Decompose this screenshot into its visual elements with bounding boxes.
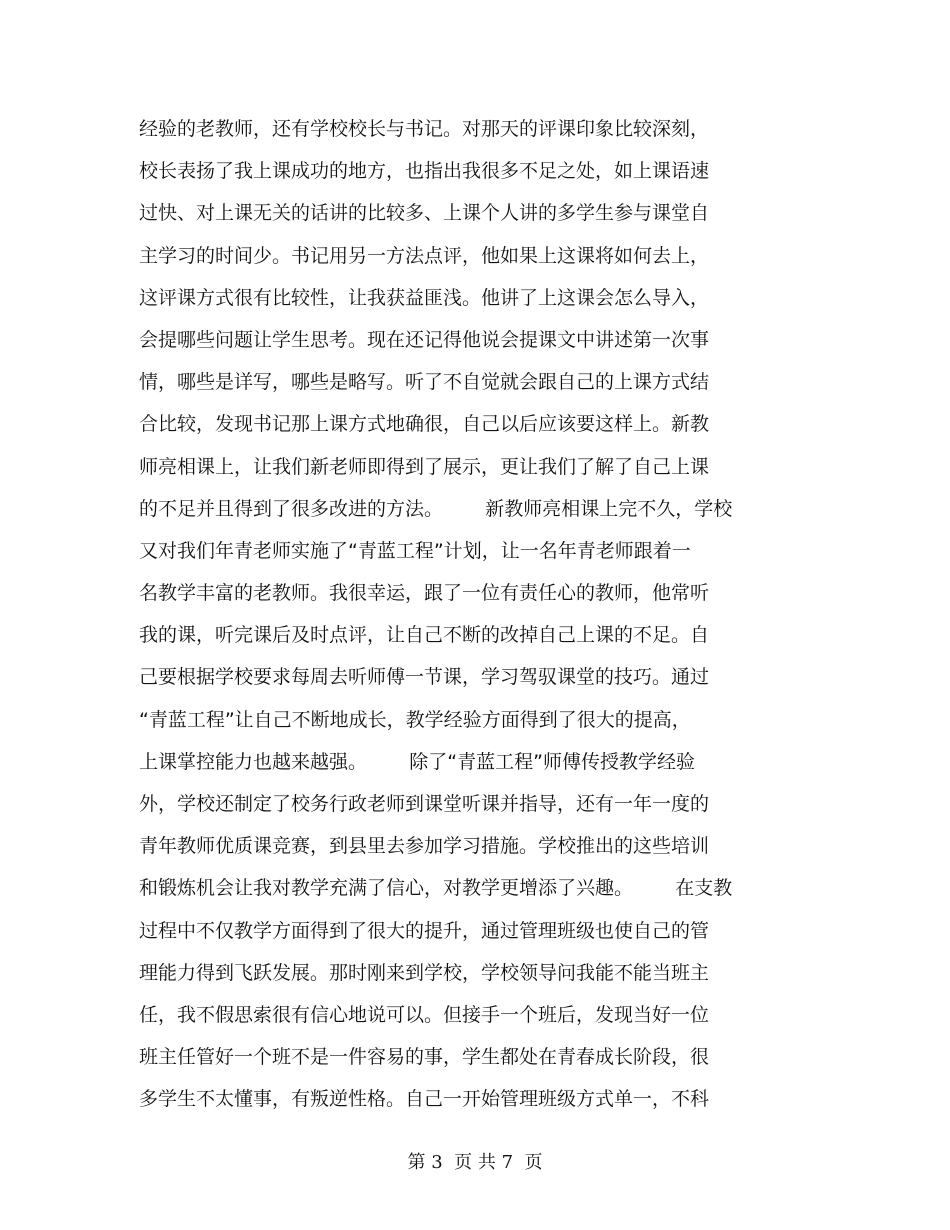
page-number-footer: 第 3 页 共 7 页 bbox=[407, 1152, 543, 1173]
text-line: 情，哪些是详写，哪些是略写。听了不自觉就会跟自己的上课方式结 bbox=[139, 371, 710, 394]
text-line: 青年教师优质课竞赛，到县里去参加学习措施。学校推出的这些培训 bbox=[139, 835, 710, 858]
text-line: 又对我们年青老师实施了“青蓝工程”计划，让一名年青老师跟着一 bbox=[139, 539, 691, 562]
text-line: 过程中不仅教学方面得到了很大的提升，通过管理班级也使自己的管 bbox=[139, 919, 710, 942]
text-line: 合比较，发现书记那上课方式地确很，自己以后应该要这样上。新教 bbox=[139, 413, 710, 436]
text-line: 多学生不太懂事，有叛逆性格。自己一开始管理班级方式单一，不科 bbox=[139, 1088, 710, 1111]
text-line: 理能力得到飞跃发展。那时刚来到学校，学校领导问我能不能当班主 bbox=[139, 961, 710, 984]
text-line: 过快、对上课无关的话讲的比较多、上课个人讲的多学生参与课堂自 bbox=[139, 202, 710, 225]
text-line: 经验的老教师，还有学校校长与书记。对那天的评课印象比较深刻， bbox=[139, 118, 710, 140]
text-line: 和锻炼机会让我对教学充满了信心，对教学更增添了兴趣。 在支教 bbox=[139, 877, 733, 900]
text-line: 班主任管好一个班不是一件容易的事，学生都处在青春成长阶段，很 bbox=[139, 1046, 710, 1069]
text-line: 的不足并且得到了很多改进的方法。 新教师亮相课上完不久，学校 bbox=[139, 497, 733, 520]
text-line: 师亮相课上，让我们新老师即得到了展示，更让我们了解了自己上课 bbox=[139, 455, 710, 478]
text-line: 这评课方式很有比较性，让我获益匪浅。他讲了上这课会怎么导入， bbox=[139, 286, 710, 309]
text-line: 上课掌控能力也越来越强。 除了“青蓝工程”师傅传授教学经验 bbox=[139, 750, 695, 773]
text-line: 主学习的时间少。书记用另一方法点评，他如果上这课将如何去上， bbox=[139, 244, 710, 267]
text-line: 会提哪些问题让学生思考。现在还记得他说会提课文中讲述第一次事 bbox=[139, 328, 710, 351]
text-line: 己要根据学校要求每周去听师傅一节课，学习驾驭课堂的技巧。通过 bbox=[139, 666, 710, 689]
text-line: 名教学丰富的老教师。我很幸运，跟了一位有责任心的教师，他常听 bbox=[139, 582, 710, 605]
body-text bbox=[139, 108, 839, 1121]
text-line: 任，我不假思索很有信心地说可以。但接手一个班后，发现当好一位 bbox=[139, 1003, 710, 1026]
text-line: 校长表扬了我上课成功的地方，也指出我很多不足之处，如上课语速 bbox=[139, 160, 710, 183]
text-line: 我的课，听完课后及时点评，让自己不断的改掉自己上课的不足。自 bbox=[139, 624, 710, 647]
text-line: 外，学校还制定了校务行政老师到课堂听课并指导，还有一年一度的 bbox=[139, 793, 710, 815]
text-line: “青蓝工程”让自己不断地成长，教学经验方面得到了很大的提高， bbox=[139, 708, 691, 731]
